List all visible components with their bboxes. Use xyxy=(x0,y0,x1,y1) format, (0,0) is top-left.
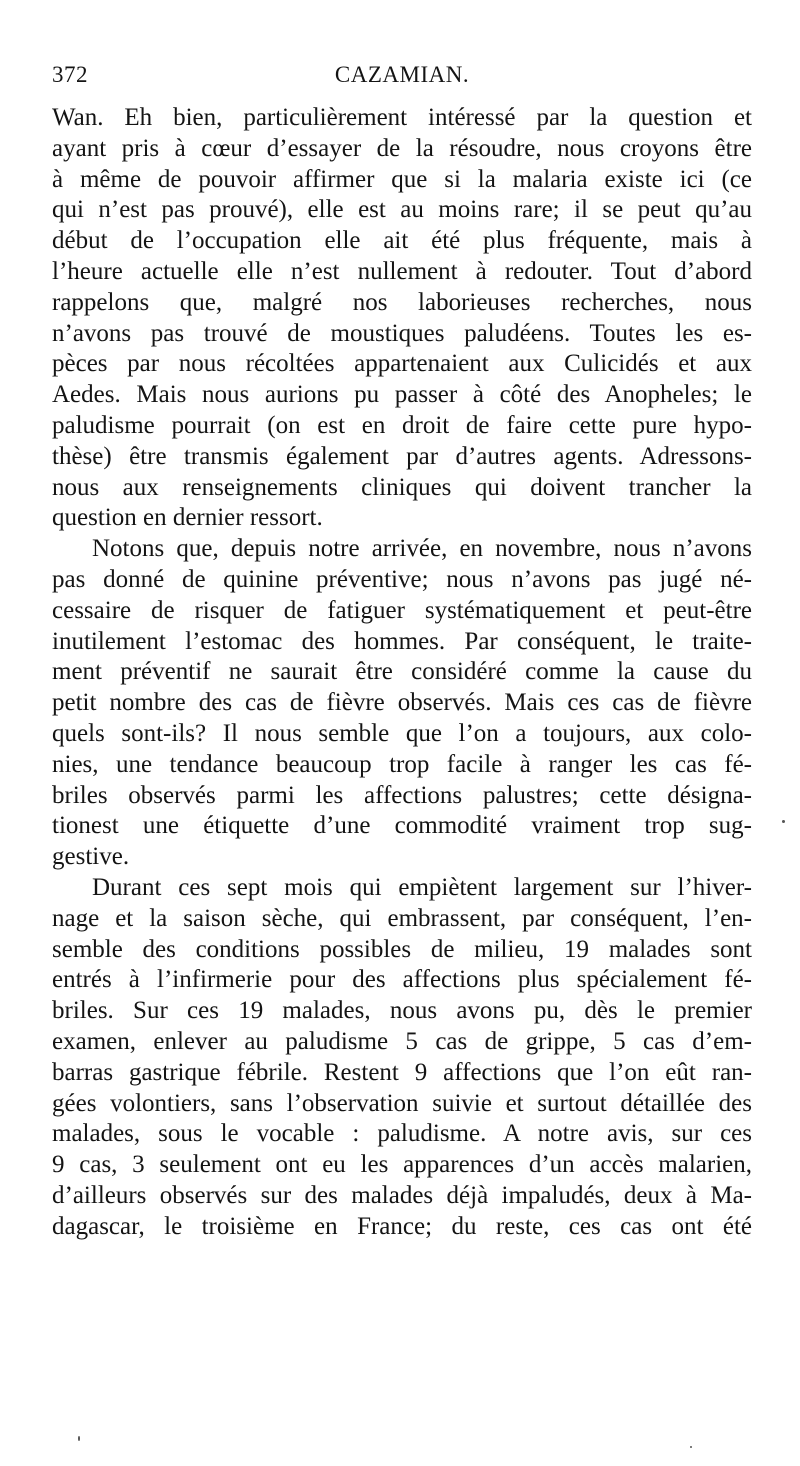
text-line: à même de pouvoir affirmer que si la malaria existe ici (ce xyxy=(52,165,752,193)
scan-speck xyxy=(690,1446,692,1448)
text-line: ayant pris à cœur d’essayer de la résoudre, nous croyons être xyxy=(52,134,752,162)
text-line: Wan. Eh bien, particulièrement intéressé par la question et xyxy=(52,104,752,131)
text-line: l’heure actuelle elle n’est nullement à redouter. Tout d’abord xyxy=(52,257,752,285)
text-line: Durant ces sept mois qui empiètent largement sur l’hiver- xyxy=(92,873,752,901)
paragraph-3 xyxy=(52,873,752,1243)
text-line: d’ailleurs observés sur des malades déjà impaludés, deux à Ma- xyxy=(52,1181,752,1209)
text-line: entrés à l’infirmerie pour des affections plus spécialement fé- xyxy=(52,966,752,994)
text-line: nage et la saison sèche, qui embrassent, par conséquent, l’en- xyxy=(52,904,752,932)
text-line: Aedes. Mais nous aurions pu passer à côté des Anopheles; le xyxy=(52,381,752,409)
text-line: 9 cas, 3 seulement ont eu les apparences d’un accès malarien, xyxy=(52,1151,752,1179)
paragraph-1 xyxy=(52,103,752,534)
text-line: thèse) être transmis également par d’autres agents. Adressons- xyxy=(52,442,752,470)
text-line: n’avons pas trouvé de moustiques paludéens. Toutes les es- xyxy=(52,319,752,347)
text-line: paludisme pourrait (on est en droit de faire cette pure hypo- xyxy=(52,411,752,439)
text-line: inutilement l’estomac des hommes. Par conséquent, le traite- xyxy=(52,627,752,655)
paragraph-2 xyxy=(52,534,752,873)
text-line: nies, une tendance beaucoup trop facile à ranger les cas fé- xyxy=(52,750,752,778)
text-line: quels sont-ils? Il nous semble que l’on a toujours, aux colo- xyxy=(52,719,752,747)
text-line: cessaire de risquer de fatiguer systématiquement et peut-être xyxy=(52,596,752,624)
text-line: rappelons que, malgré nos laborieuses recherches, nous xyxy=(52,288,752,316)
page-header xyxy=(52,62,752,90)
text-line: semble des conditions possibles de milieu, 19 malades sont xyxy=(52,935,752,963)
text-line: petit nombre des cas de fièvre observés. Mais ces cas de fièvre xyxy=(52,689,752,717)
text-line: briles. Sur ces 19 malades, nous avons pu, dès le premier xyxy=(52,997,752,1025)
text-line: examen, enlever au paludisme 5 cas de grippe, 5 cas d’em- xyxy=(52,1027,752,1055)
text-line: pas donné de quinine préventive; nous n’avons pas jugé né- xyxy=(52,565,752,593)
text-line: nous aux renseignements cliniques qui doivent trancher la xyxy=(52,473,752,501)
text-line: pèces par nous récoltées appartenaient aux Culicidés et aux xyxy=(52,350,752,378)
body-text xyxy=(52,103,752,1242)
text-line: briles observés parmi les affections palustres; cette désigna- xyxy=(52,781,752,809)
scan-speck xyxy=(782,820,785,823)
text-line: tionest une étiquette d’une commodité vraiment trop sug- xyxy=(52,812,752,840)
text-line: gestive. xyxy=(52,843,130,871)
scan-speck xyxy=(78,1436,80,1441)
text-line: gées volontiers, sans l’observation suivie et surtout détaillée des xyxy=(52,1089,752,1117)
text-line: question en dernier ressort. xyxy=(52,504,323,532)
text-line: barras gastrique fébrile. Restent 9 affections que l’on eût ran- xyxy=(52,1058,752,1086)
text-line: ment préventif ne saurait être considéré comme la cause du xyxy=(52,658,752,686)
text-line: qui n’est pas prouvé), elle est au moins rare; il se peut qu’au xyxy=(52,196,752,224)
text-line: début de l’occupation elle ait été plus fréquente, mais à xyxy=(52,227,752,255)
page-number: 372 xyxy=(52,62,88,87)
running-head: CAZAMIAN. xyxy=(334,62,470,87)
text-line: Notons que, depuis notre arrivée, en novembre, nous n’avons xyxy=(92,535,752,563)
text-line: malades, sous le vocable : paludisme. A notre avis, sur ces xyxy=(52,1120,752,1148)
text-line: dagascar, le troisième en France; du reste, ces cas ont été xyxy=(52,1212,752,1240)
